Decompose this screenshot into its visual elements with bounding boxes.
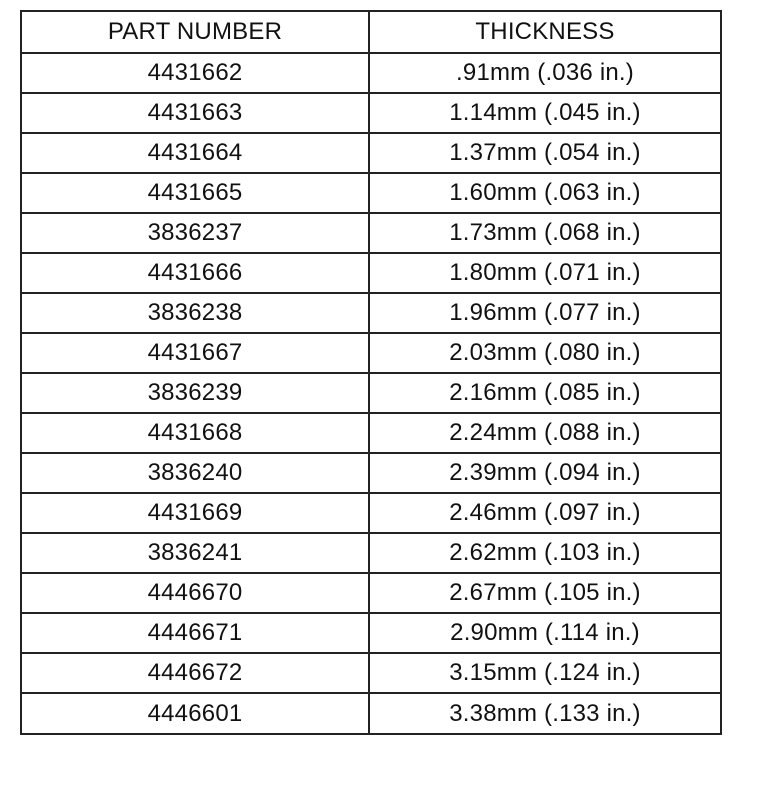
table-row	[21, 173, 721, 213]
thickness-cell: 1.14mm (.045 in.)	[369, 93, 721, 133]
table-row	[21, 573, 721, 613]
thickness-cell: .91mm (.036 in.)	[369, 53, 721, 93]
part-number-cell: 3836240	[21, 453, 369, 493]
thickness-cell: 1.96mm (.077 in.)	[369, 293, 721, 333]
table-row	[21, 93, 721, 133]
part-number-cell: 4431669	[21, 493, 369, 533]
thickness-cell: 2.46mm (.097 in.)	[369, 493, 721, 533]
part-number-cell: 4431664	[21, 133, 369, 173]
table-row	[21, 413, 721, 453]
table-row	[21, 333, 721, 373]
part-number-cell: 4431662	[21, 53, 369, 93]
part-number-cell: 4431665	[21, 173, 369, 213]
part-number-cell: 4446672	[21, 653, 369, 693]
header-row	[21, 11, 721, 53]
thickness-cell: 2.03mm (.080 in.)	[369, 333, 721, 373]
part-thickness-table	[20, 10, 722, 735]
part-number-cell: 4431667	[21, 333, 369, 373]
table-row	[21, 53, 721, 93]
table-row	[21, 293, 721, 333]
part-number-cell: 3836237	[21, 213, 369, 253]
thickness-cell: 1.60mm (.063 in.)	[369, 173, 721, 213]
part-number-cell: 3836241	[21, 533, 369, 573]
table-body	[21, 53, 721, 734]
part-number-cell: 4446670	[21, 573, 369, 613]
table-row	[21, 613, 721, 653]
table-row	[21, 133, 721, 173]
thickness-cell: 2.16mm (.085 in.)	[369, 373, 721, 413]
part-number-cell: 4431663	[21, 93, 369, 133]
part-number-cell: 4431666	[21, 253, 369, 293]
part-number-cell: 4431668	[21, 413, 369, 453]
part-number-header: PART NUMBER	[21, 11, 369, 53]
thickness-cell: 2.24mm (.088 in.)	[369, 413, 721, 453]
table-row	[21, 693, 721, 734]
thickness-cell: 2.90mm (.114 in.)	[369, 613, 721, 653]
thickness-cell: 1.37mm (.054 in.)	[369, 133, 721, 173]
part-number-cell: 3836238	[21, 293, 369, 333]
table-row	[21, 213, 721, 253]
table-row	[21, 653, 721, 693]
table-row	[21, 373, 721, 413]
thickness-cell: 2.39mm (.094 in.)	[369, 453, 721, 493]
thickness-cell: 3.38mm (.133 in.)	[369, 693, 721, 734]
thickness-cell: 1.73mm (.068 in.)	[369, 213, 721, 253]
thickness-header: THICKNESS	[369, 11, 721, 53]
thickness-cell: 3.15mm (.124 in.)	[369, 653, 721, 693]
thickness-cell: 2.67mm (.105 in.)	[369, 573, 721, 613]
part-number-cell: 4446671	[21, 613, 369, 653]
table-row	[21, 493, 721, 533]
part-number-cell: 3836239	[21, 373, 369, 413]
table-row	[21, 453, 721, 493]
part-number-cell: 4446601	[21, 693, 369, 734]
table-row	[21, 253, 721, 293]
thickness-cell: 1.80mm (.071 in.)	[369, 253, 721, 293]
thickness-cell: 2.62mm (.103 in.)	[369, 533, 721, 573]
table-row	[21, 533, 721, 573]
